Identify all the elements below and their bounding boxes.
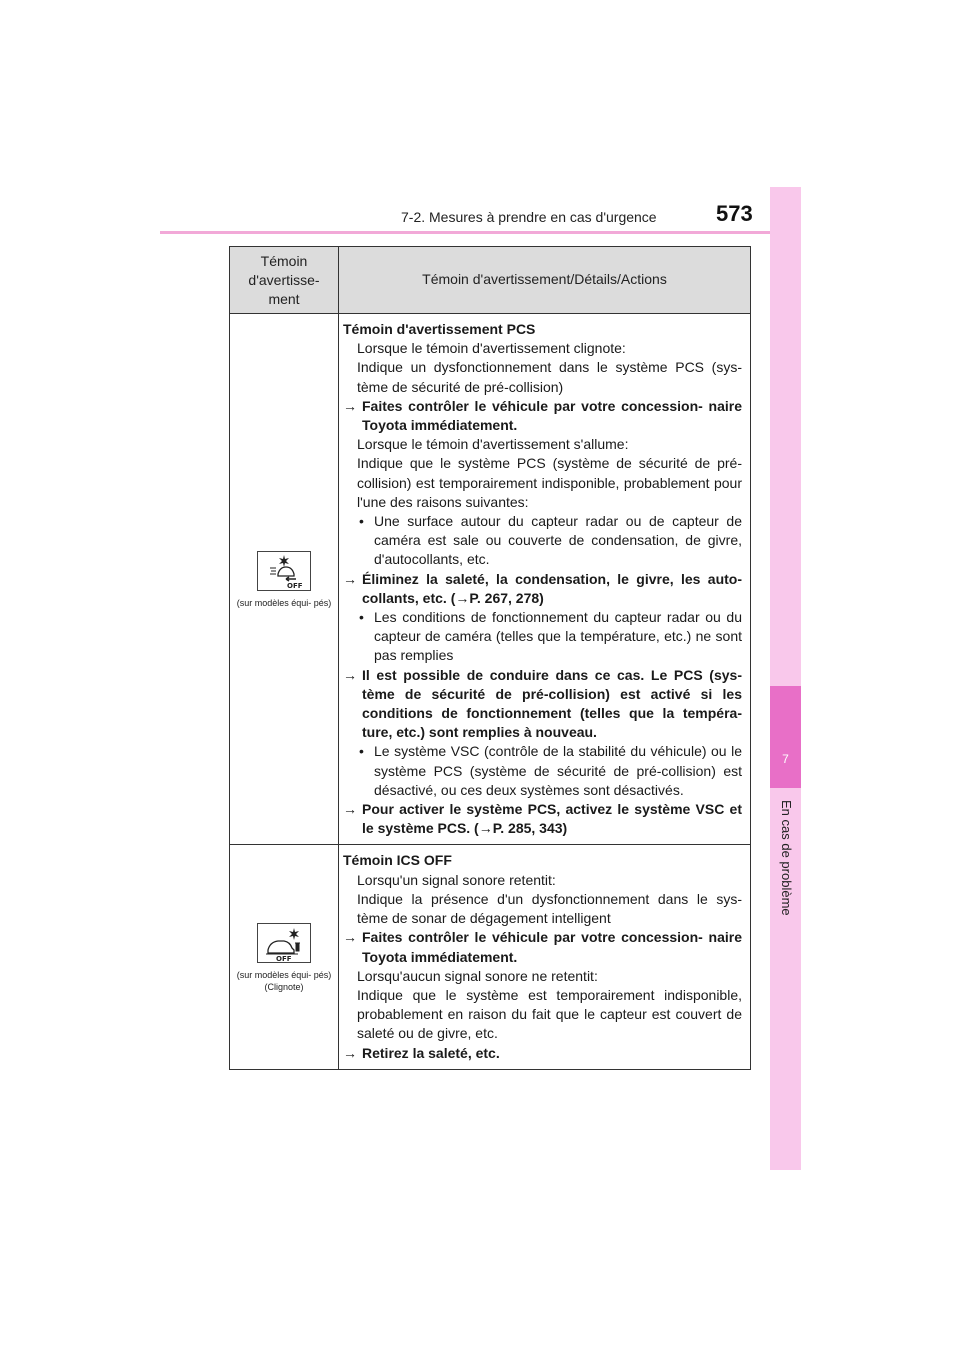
action-text: → Retirez la saleté, etc. (343, 1044, 742, 1063)
chapter-side-tab (770, 187, 801, 1170)
section-title: 7-2. Mesures à prendre en cas d'urgence (401, 209, 657, 225)
description-text: Indique la présence d'un dysfonctionnement dans le sys- tème de sonar de dégagement intelligent (357, 890, 742, 927)
details-cell (339, 845, 751, 1069)
condition-text: Lorsque le témoin d'avertissement s'allume: (357, 436, 629, 453)
page-reference: P. 267, 278) (469, 589, 544, 606)
warning-title: Témoin d'avertissement PCS (343, 321, 536, 337)
arrow-icon: → (343, 801, 357, 818)
indicator-cell (230, 845, 339, 1069)
indicator-caption: (sur modèles équi- pés) (236, 969, 332, 980)
bullet-icon: • (359, 609, 364, 626)
arrow-icon: → (343, 570, 357, 587)
table-row (230, 314, 751, 845)
page-reference: P. 285, 343) (492, 820, 568, 837)
condition-text: Lorsqu'un signal sonore retentit: (357, 871, 556, 888)
action-text: → Faites contrôler le véhicule par votre concession- naire Toyota immédiatement. (343, 397, 742, 434)
action-text: → Éliminez la saleté, la condensation, le givre, les auto- collants, etc. (→P. 267, 278) (343, 570, 742, 606)
svg-text:OFF: OFF (287, 581, 303, 590)
header-rule (160, 231, 800, 234)
warning-lights-table (229, 246, 751, 1070)
ics-off-warning-icon (257, 923, 311, 963)
bullet-icon: • (359, 513, 364, 530)
chapter-number-block (770, 686, 801, 788)
bullet-item: • Le système VSC (contrôle de la stabilité du véhicule) ou le système PCS (système de sécurité de pré-collision) est désactivé, ou ces deux systèmes sont désactivés. (359, 743, 742, 798)
chapter-title: En cas de problème (779, 800, 794, 916)
column-header-indicator: Témoin d'avertisse- ment (230, 247, 339, 314)
page-ref-arrow: → (455, 589, 470, 606)
bullet-item: • Une surface autour du capteur radar ou de capteur de caméra est sale ou couverte de condensation, de givre, d'autocollants, etc. (359, 513, 742, 568)
condition-text: Lorsqu'aucun signal sonore ne retentit: (357, 967, 598, 984)
details-cell (339, 314, 751, 845)
column-header-details: Témoin d'avertissement/Détails/Actions (339, 247, 751, 314)
indicator-cell (230, 314, 339, 845)
arrow-icon: → (343, 397, 357, 414)
description-text: Indique un dysfonctionnement dans le système PCS (sys- tème de sécurité de pré-collision) (357, 359, 742, 395)
bullet-item: • Les conditions de fonctionnement du capteur radar ou du capteur de caméra (telles que la température, etc.) ne sont pas remplies (359, 609, 742, 664)
table-header-row (230, 247, 751, 314)
page-number: 573 (716, 201, 753, 226)
arrow-icon: → (343, 1044, 357, 1061)
arrow-icon: → (343, 929, 357, 946)
warning-title: Témoin ICS OFF (343, 852, 452, 869)
pcs-off-warning-icon (257, 551, 311, 591)
action-text: → Il est possible de conduire dans ce cas. Le PCS (sys- tème de sécurité de pré-collision) est activé si les conditions de fonctionnement (telles que la tempéra- ture, etc.) sont remplies à nouveau. (343, 666, 742, 741)
indicator-caption: (sur modèles équi- pés) (236, 597, 332, 608)
page-ref-arrow: → (478, 820, 493, 837)
indicator-caption-blink: (Clignote) (264, 981, 304, 992)
table-row (230, 845, 751, 1069)
action-text: → Faites contrôler le véhicule par votre concession- naire Toyota immédiatement. (343, 929, 742, 965)
arrow-icon: → (343, 666, 357, 683)
svg-text:OFF: OFF (276, 954, 292, 962)
description-text: Indique que le système est temporairement indisponible, probablement en raison du fait que le capteur est couvert de saleté ou de givre, etc. (357, 986, 742, 1042)
action-text: → Pour activer le système PCS, activez le système VSC et le système PCS. (→P. 285, 343) (343, 801, 742, 837)
bullet-icon: • (359, 743, 364, 760)
chapter-number: 7 (782, 752, 789, 766)
description-text: Indique que le système PCS (système de sécurité de pré- collision) est temporairement indisponible, probablement pour l'une des raisons suivantes: (357, 455, 742, 510)
condition-text: Lorsque le témoin d'avertissement clignote: (357, 340, 626, 357)
